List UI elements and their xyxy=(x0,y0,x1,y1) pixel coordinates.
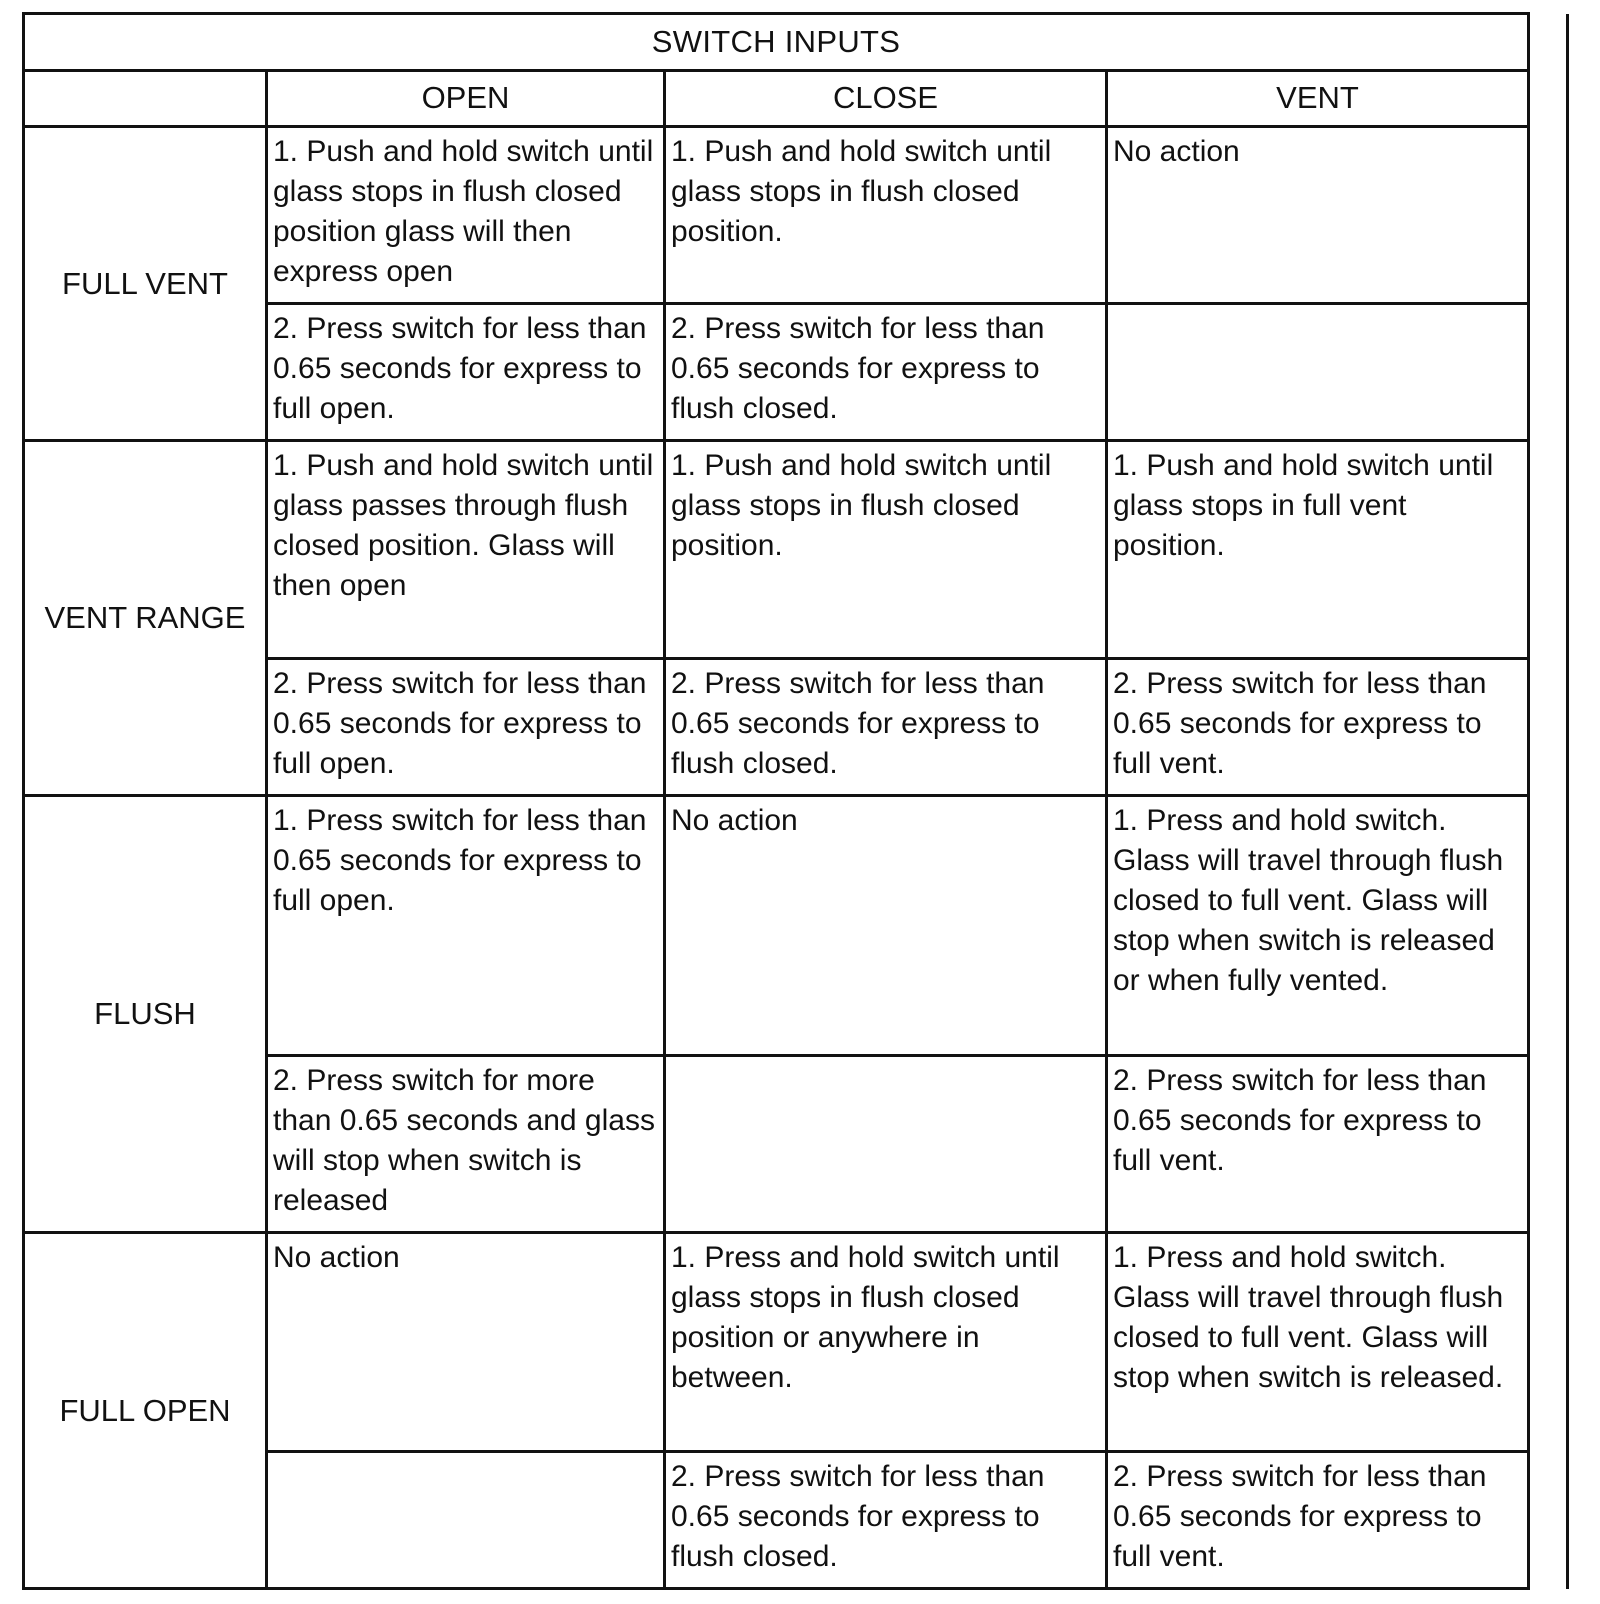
corner-header-empty xyxy=(24,70,267,127)
row-header-flush: FLUSH xyxy=(24,795,267,1232)
table-right-margin xyxy=(1529,14,1568,1589)
table-cell: 1. Press switch for less than 0.65 seconds for express to full open. xyxy=(267,795,665,1055)
table-cell: 1. Push and hold switch until glass stops in flush closed position. xyxy=(665,440,1107,658)
table-cell: 1. Push and hold switch until glass stops in full vent position. xyxy=(1107,440,1529,658)
switch-inputs-table xyxy=(22,12,1569,1590)
row-header-vent-range: VENT RANGE xyxy=(24,440,267,795)
table-cell: 1. Press and hold switch. Glass will travel through flush closed to full vent. Glass will stop when switch is released. xyxy=(1107,1233,1529,1452)
table-cell xyxy=(267,1452,665,1589)
table-cell: 2. Press switch for more than 0.65 seconds and glass will stop when switch is released xyxy=(267,1056,665,1233)
switch-inputs-document xyxy=(22,12,1566,1590)
table-cell: 1. Press and hold switch until glass stops in flush closed position or anywhere in between. xyxy=(665,1233,1107,1452)
table-cell: 2. Press switch for less than 0.65 seconds for express to flush closed. xyxy=(665,658,1107,795)
table-cell: 2. Press switch for less than 0.65 seconds for express to full open. xyxy=(267,304,665,441)
table-cell xyxy=(1107,304,1529,441)
table-cell: 2. Press switch for less than 0.65 seconds for express to flush closed. xyxy=(665,1452,1107,1589)
table-cell: 2. Press switch for less than 0.65 seconds for express to full vent. xyxy=(1107,1452,1529,1589)
table-cell: 2. Press switch for less than 0.65 seconds for express to full vent. xyxy=(1107,658,1529,795)
table-cell xyxy=(665,1056,1107,1233)
table-cell: 1. Push and hold switch until glass stops in flush closed position glass will then express open xyxy=(267,127,665,304)
table-cell: 2. Press switch for less than 0.65 seconds for express to flush closed. xyxy=(665,304,1107,441)
column-header-vent: VENT xyxy=(1107,70,1529,127)
column-header-open: OPEN xyxy=(267,70,665,127)
column-header-close: CLOSE xyxy=(665,70,1107,127)
table-cell: 1. Push and hold switch until glass passes through flush closed position. Glass will then open xyxy=(267,440,665,658)
table-cell: No action xyxy=(1107,127,1529,304)
table-cell: 1. Push and hold switch until glass stops in flush closed position. xyxy=(665,127,1107,304)
table-cell: No action xyxy=(267,1233,665,1452)
table-cell: No action xyxy=(665,795,1107,1055)
table-cell: 2. Press switch for less than 0.65 seconds for express to full vent. xyxy=(1107,1056,1529,1233)
table-cell: 2. Press switch for less than 0.65 seconds for express to full open. xyxy=(267,658,665,795)
table-title: SWITCH INPUTS xyxy=(24,14,1529,71)
table-cell: 1. Press and hold switch. Glass will travel through flush closed to full vent. Glass will stop when switch is released or when fully vented. xyxy=(1107,795,1529,1055)
row-header-full-vent: FULL VENT xyxy=(24,127,267,441)
row-header-full-open: FULL OPEN xyxy=(24,1233,267,1589)
